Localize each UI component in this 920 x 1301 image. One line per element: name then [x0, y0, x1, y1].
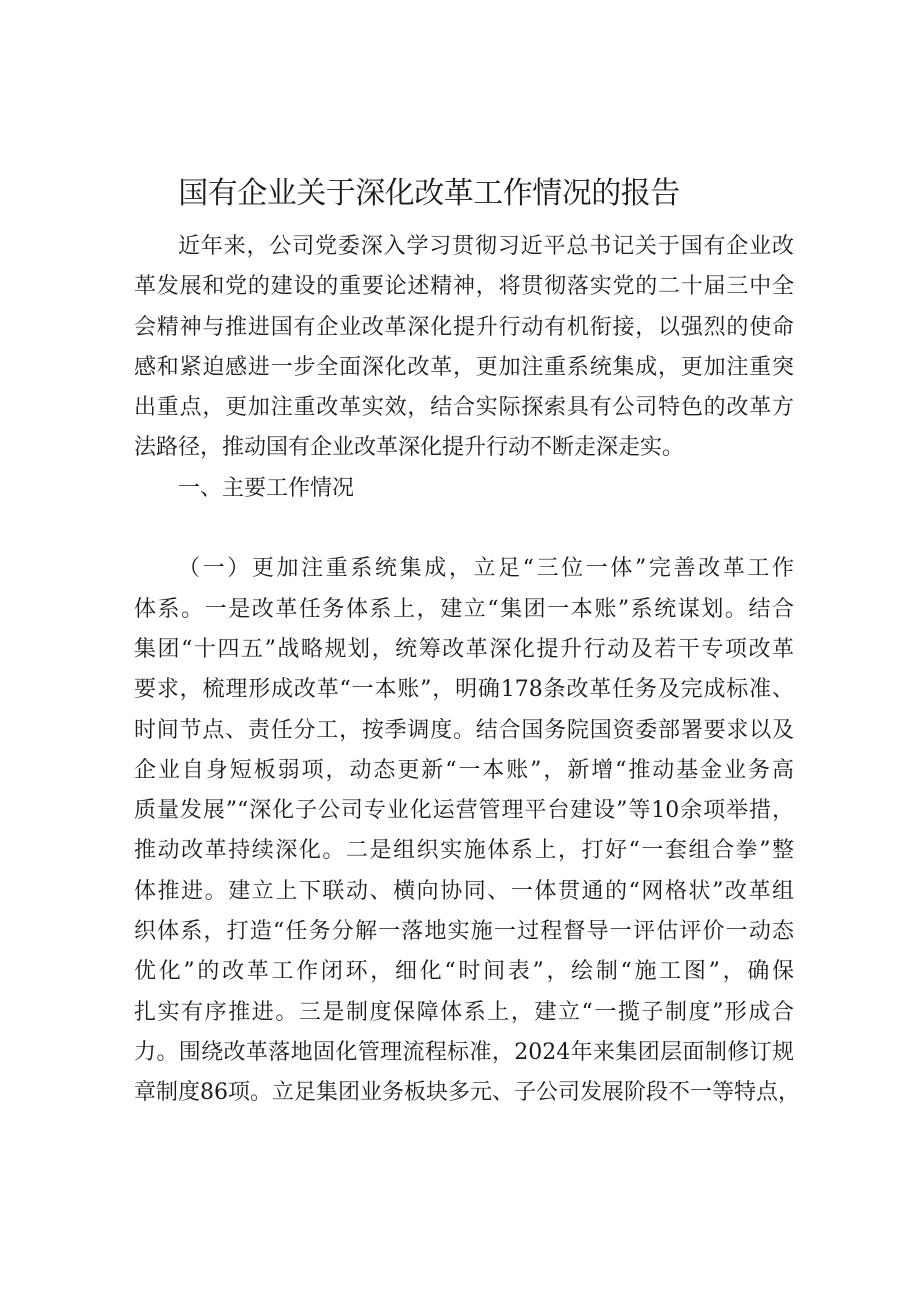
body-line: 扎实有序推进。三是制度保障体系上，建立“一揽子制度”形成合	[134, 999, 794, 1025]
intro-line: 出重点，更加注重改革实效，结合实际探索具有公司特色的改革方	[134, 395, 794, 421]
section-heading: 一、主要工作情况	[178, 475, 355, 501]
body-line: 优化”的改革工作闭环，细化“时间表”，绘制“施工图”，确保	[134, 959, 794, 985]
document-body	[134, 227, 800, 1114]
body-line: 企业自身短板弱项，动态更新“一本账”，新增“推动基金业务高	[134, 757, 794, 783]
body-line: 质量发展”“深化子公司专业化运营管理平台建设”等10余项举措，	[134, 798, 794, 824]
body-line: 章制度86项。立足集团业务板块多元、子公司发展阶段不一等特点，	[134, 1080, 800, 1106]
paragraph-gap	[134, 509, 794, 549]
body-line: 集团“十四五”战略规划，统筹改革深化提升行动及若干专项改革	[134, 636, 794, 662]
intro-line: 感和紧迫感进一步全面深化改革，更加注重系统集成，更加注重突	[134, 354, 794, 380]
body-line: 体系。一是改革任务体系上，建立“集团一本账”系统谋划。结合	[134, 596, 794, 622]
body-line: （一）更加注重系统集成，立足“三位一体”完善改革工作	[178, 556, 794, 582]
body-line: 推动改革持续深化。二是组织实施体系上，打好“一套组合拳”整	[134, 838, 794, 864]
body-line: 体推进。建立上下联动、横向协同、一体贯通的“网格状”改革组	[134, 878, 794, 904]
body-line: 要求，梳理形成改革“一本账”，明确178条改革任务及完成标准、	[134, 677, 794, 703]
intro-line: 法路径，推动国有企业改革深化提升行动不断走深走实。	[134, 435, 685, 461]
body-line: 织体系，打造“任务分解一落地实施一过程督导一评估评价一动态	[134, 919, 794, 945]
document-title: 国有企业关于深化改革工作情况的报告	[178, 176, 680, 211]
body-line: 时间节点、责任分工，按季调度。结合国务院国资委部署要求以及	[134, 717, 794, 743]
intro-line: 会精神与推进国有企业改革深化提升行动有机衔接，以强烈的使命	[134, 314, 794, 340]
intro-line: 近年来，公司党委深入学习贯彻习近平总书记关于国有企业改	[178, 234, 794, 259]
body-line: 力。围绕改革落地固化管理流程标准，2024年来集团层面制修订规	[134, 1039, 794, 1065]
intro-line: 革发展和党的建设的重要论述精神，将贯彻落实党的二十届三中全	[134, 274, 794, 300]
